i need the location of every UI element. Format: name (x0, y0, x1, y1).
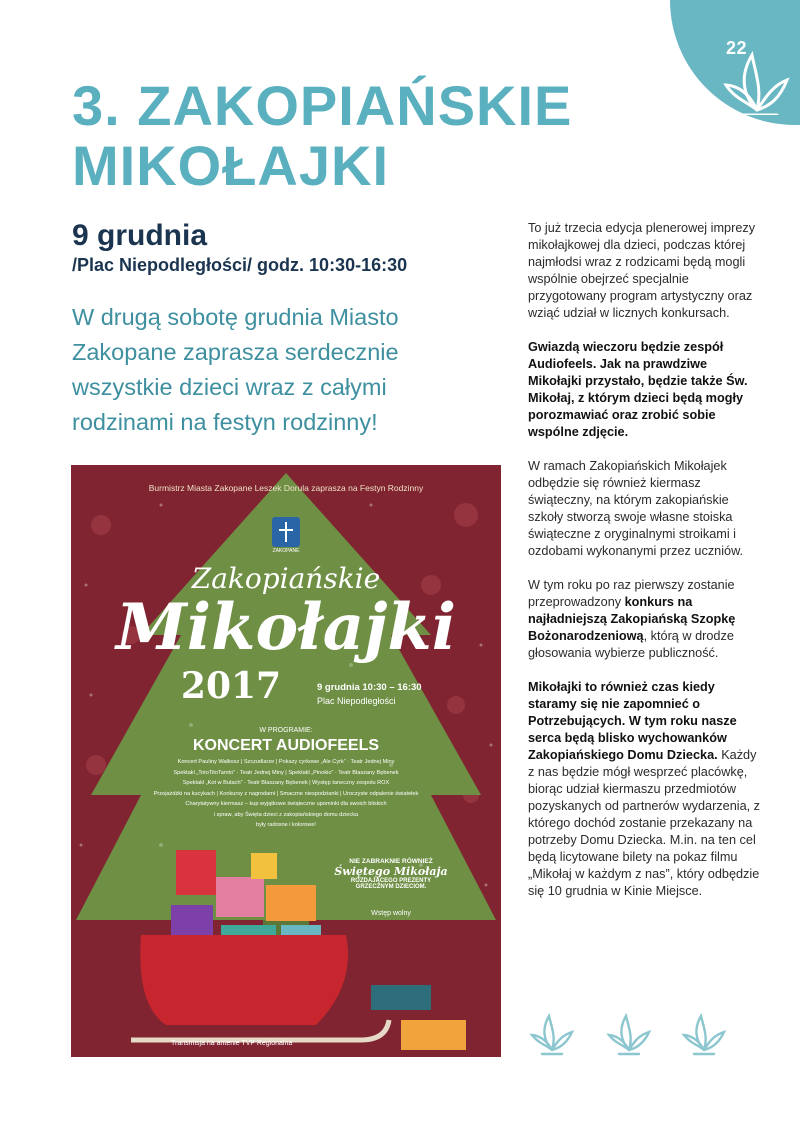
side-p4-end: , którą w drodze głosowania wybierze publiczność. (528, 629, 734, 660)
poster-santa-line: NIE ZABRAKNIE RÓWNIEŻ (349, 858, 433, 865)
poster-main-title: Mikołajki (115, 590, 457, 665)
poster-program-line: i spraw, aby Święta dzieci z zakopiańskiego domu dziecka (213, 811, 359, 818)
poster-concert: KONCERT AUDIOFEELS (192, 737, 380, 754)
leaf-ornament-icon (722, 40, 792, 115)
poster-program-line: były radosne i kolorowe! (255, 822, 316, 828)
poster-santa-line: ROZDAJĄCEGO PREZENTY (350, 878, 432, 884)
poster-place: Plac Niepodległości (317, 696, 396, 706)
poster-crest-label: ZAKOPANE (272, 548, 300, 554)
leaf-ornament-icon (681, 1010, 727, 1056)
poster-program-line: Przejażdżki na kucykach | Konkursy z nagrodami | Smaczne niespodzianki | Uroczyste odpalenie światełek (153, 790, 419, 797)
side-paragraph-3: W ramach Zakopiańskich Mikołajek odbędzie się również kiermasz świąteczny, na którym zakopiańskie szkoły stworzą swoje własne stoiska świąteczne z oryginalnymi stroikami i ozdobami wykonanymi przez uczniów. (528, 459, 744, 558)
poster-date-time: 9 grudnia 10:30 – 16:30 (317, 682, 422, 693)
side-paragraph-4 (528, 577, 764, 662)
page-corner-tab (670, 0, 800, 125)
page-number: 22 (725, 38, 747, 58)
poster-program-line: Spektakl „Kot w Butach” · Teatr Blaszany Bębenek | Występ taneczny zespołu ROX (182, 780, 390, 786)
poster-year: 2017 (180, 665, 282, 707)
side-paragraph-2: Gwiazdą wieczoru będzie zespół Audiofeels. Jak na prawdziwe Mikołajki przystało, będzie także Św. Mikołaj, z którym dzieci będą mogły porozmawiać oraz zrobić sobie wspólne zdjęcie. (528, 340, 748, 439)
poster-entry: Wstęp wolny (371, 910, 411, 917)
side-p5-rest: Każdy z nas będzie mógł wesprzeć placówkę, biorąc udział kiermaszu przedmiotów pozyskanych od partnerów wydarzenia, z którego dochód zostanie przekazany na potrzeby Domu Dziecka. M.in. na ten cel będą licytowane bilety na pokaz filmu „Mikołaj w każdym z nas”, który odbędzie się 10 grudnia w Kinie Miejsce. (528, 748, 761, 898)
poster-program-line: Spektakl „TotoTitoTamto” · Teatr Jednej Miny | Spektakl „Pinokio” · Teatr Blaszany Bębenek (173, 769, 399, 776)
title-line-2: MIKOŁAJKI (72, 134, 389, 197)
title-line-1: 3. ZAKOPIAŃSKIE (72, 74, 573, 137)
poster-program-label: W PROGRAMIE: (259, 727, 313, 734)
poster-santa-line: Świętego Mikołaja (334, 865, 448, 878)
event-venue: /Plac Niepodległości/ godz. 10:30-16:30 (72, 255, 408, 275)
leaf-ornament-icon (529, 1010, 575, 1056)
event-date: 9 grudnia (72, 219, 208, 252)
side-column (528, 220, 764, 917)
lead-paragraph: W drugą sobotę grudnia Miasto Zakopane zaprasza serdecznie wszystkie dzieci wraz z całymi rodzinami na festyn rodzinny! (72, 304, 399, 435)
sleigh-illustration (140, 935, 348, 1025)
leaf-ornament-icon (606, 1010, 652, 1056)
side-p4-start: W tym roku po raz pierwszy zostanie przeprowadzony (528, 578, 735, 609)
poster-program-line: Koncert Pauliny Wałkosz | Szczudlarze | Pokazy cyrkowe „Ale Cyrk” · Teatr Jednej Miny (177, 759, 395, 765)
poster-santa-note (321, 858, 461, 917)
side-paragraph-5 (528, 679, 764, 900)
side-p4-bold: konkurs na najładniejszą Zakopiańską Szopkę Bożonarodzeniową (528, 595, 736, 643)
poster-program-line: Charytatywny kiermasz – kup wyjątkowe świąteczne upominki dla swoich bliskich (185, 801, 387, 807)
side-paragraph-1: To już trzecia edycja plenerowej imprezy mikołajkowej dla dzieci, podczas której najmłodsi wraz z rodzicami będą mogli wspólnie obejrzeć specjalnie przygotowany program artystyczny oraz wziąć udział w licznych konkursach. (528, 221, 756, 320)
page-title (72, 76, 672, 196)
poster-program-list (121, 757, 451, 831)
poster-broadcast: Transmisja na antenie TVP Regionalna (171, 1040, 293, 1047)
poster-script-title: Zakopiańskie (191, 562, 381, 595)
footer-ornaments (529, 1010, 729, 1060)
event-poster (71, 465, 501, 1057)
poster-invite: Burmistrz Miasta Zakopane Leszek Dorula zaprasza na Festyn Rodzinny (148, 483, 424, 493)
side-p5-bold: Mikołajki to również czas kiedy staramy się nie zapomnieć o Potrzebujących. W tym roku nasze serca będą blisko wychowanków Zakopiańskiego Domu Dziecka. (528, 680, 737, 762)
poster-santa-line: GRZECZNYM DZIECIOM. (355, 884, 427, 890)
